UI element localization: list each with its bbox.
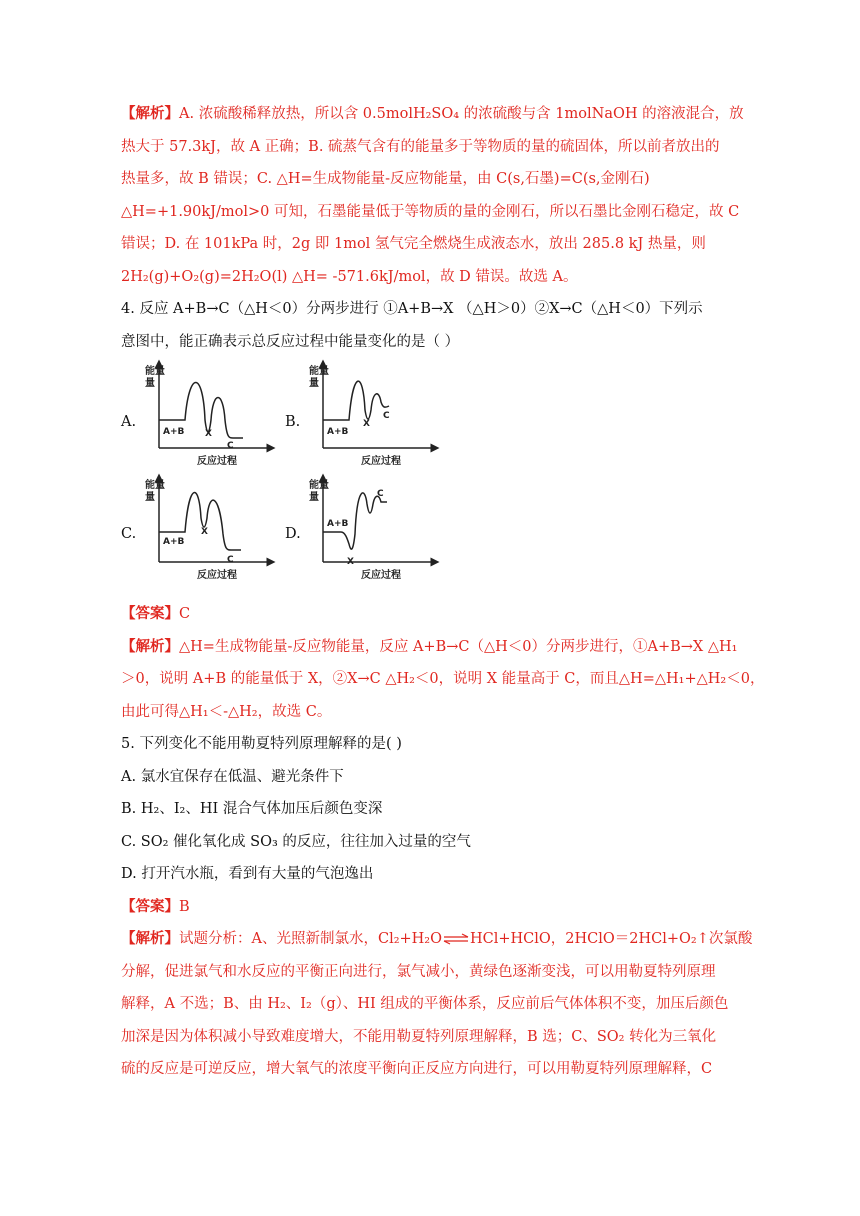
- answer-5: 【答案】B: [121, 897, 190, 915]
- question-5-stem: 5. 下列变化不能用勒夏特列原理解释的是( ): [121, 736, 402, 752]
- analysis-3-line-1: 【解析】A. 浓硫酸稀释放热，所以含 0.5molH₂SO₄ 的浓硫酸与含 1molNaOH 的溶液混合，放: [121, 105, 744, 122]
- svg-text:C: C: [383, 411, 390, 421]
- svg-text:X: X: [205, 429, 212, 439]
- svg-text:反应过程: 反应过程: [361, 456, 401, 467]
- analysis-4-line-2: ＞0，说明 A+B 的能量低于 X，②X→C △H₂＜0，说明 X 能量高于 C，而且△H=△H₁+△H₂＜0，: [121, 671, 765, 687]
- option-a-label: A.: [121, 414, 137, 430]
- svg-text:量: 量: [145, 492, 155, 503]
- svg-text:能量: 能量: [145, 480, 165, 491]
- question-5-option-d: D. 打开汽水瓶，看到有大量的气泡逸出: [121, 866, 374, 882]
- analysis-5-line-3: 解释，A 不选；B、由 H₂、I₂（g）、HI 组成的平衡体系，反应前后气体体积不变，加压后颜色: [121, 996, 729, 1012]
- question-5-option-a: A. 氯水宜保存在低温、避光条件下: [121, 768, 344, 785]
- answer-4: 【答案】C: [121, 605, 191, 622]
- energy-diagram-b: [309, 360, 447, 474]
- svg-text:A+B: A+B: [327, 427, 349, 437]
- analysis-3-line-3: 热量多，故 B 错误；C. △H=生成物能量-反应物能量，由 C(s,石墨)=C(s,金刚石): [121, 171, 650, 187]
- svg-text:X: X: [201, 527, 208, 537]
- option-c-label: C.: [121, 526, 137, 542]
- svg-text:A+B: A+B: [163, 537, 185, 547]
- document-page: [121, 104, 765, 1092]
- question-5-option-b: B. H₂、I₂、HI 混合气体加压后颜色变深: [121, 801, 383, 817]
- svg-text:反应过程: 反应过程: [197, 570, 237, 581]
- question-4-line-1: 4. 反应 A+B→C（△H＜0）分两步进行 ①A+B→X （△H＞0）②X→C（△H＜0）下列示: [121, 301, 703, 317]
- svg-text:A+B: A+B: [163, 427, 185, 437]
- svg-text:反应过程: 反应过程: [197, 456, 237, 467]
- analysis-5-line-2: 分解，促进氯气和水反应的平衡正向进行，氯气减小，黄绿色逐渐变浅，可以用勒夏特列原理: [121, 963, 716, 980]
- y-axis-label: 能量: [145, 366, 165, 377]
- analysis-3-line-4: △H=+1.90kJ/mol>0 可知，石墨能量低于等物质的量的金刚石，所以石墨比金刚石稳定，故 C: [121, 203, 740, 220]
- analysis-5-line-5: 硫的反应是可逆反应，增大氧气的浓度平衡向正反应方向进行，可以用勒夏特列原理解释，C: [121, 1061, 713, 1077]
- svg-text:量: 量: [309, 378, 319, 389]
- analysis-tag: 【解析】: [121, 105, 179, 122]
- analysis-5-line-1: 【解析】试题分析：A、光照新制氯水，Cl₂+H₂O HCl+HClO，2HClO＝2HCl+O₂↑次氯酸: [121, 930, 753, 947]
- svg-text:A+B: A+B: [327, 519, 349, 529]
- svg-text:反应过程: 反应过程: [361, 570, 401, 581]
- question-4-diagrams: [121, 360, 741, 596]
- analysis-4-line-3: 由此可得△H₁＜-△H₂，故选 C。: [121, 703, 332, 720]
- svg-text:量: 量: [309, 492, 319, 503]
- analysis-4-line-1: 【解析】△H=生成物能量-反应物能量，反应 A+B→C（△H＜0）分两步进行，①A+B→X △H₁: [121, 637, 738, 655]
- question-4-line-2: 意图中，能正确表示总反应过程中能量变化的是（ ）: [121, 333, 460, 350]
- analysis-5-line-4: 加深是因为体积减小导致难度增大，不能用勒夏特列原理解释，B 选；C、SO₂ 转化为三氧化: [121, 1028, 717, 1045]
- svg-text:C: C: [227, 555, 234, 565]
- svg-text:X: X: [347, 557, 354, 567]
- svg-text:能量: 能量: [309, 366, 329, 377]
- question-5-option-c: C. SO₂ 催化氧化成 SO₃ 的反应，往往加入过量的空气: [121, 833, 471, 850]
- energy-diagram-a: [145, 360, 283, 474]
- svg-text:量: 量: [145, 378, 155, 389]
- svg-text:能量: 能量: [309, 480, 329, 491]
- answer-4-value: C: [179, 606, 191, 622]
- equilibrium-arrow-icon: [442, 934, 470, 944]
- analysis-3-line-5: 错误；D. 在 101kPa 时，2g 即 1mol 氢气完全燃烧生成液态水，放出 285.8 kJ 热量，则: [121, 236, 706, 252]
- option-d-label: D.: [285, 526, 301, 542]
- svg-text:X: X: [363, 419, 370, 429]
- energy-diagram-d: [309, 474, 447, 588]
- energy-diagram-c: [145, 474, 283, 588]
- answer-5-value: B: [179, 898, 190, 915]
- svg-text:C: C: [227, 441, 234, 451]
- svg-text:C: C: [377, 489, 384, 499]
- analysis-3-line-6: 2H₂(g)+O₂(g)=2H₂O(l) △H= -571.6kJ/mol，故 D 错误。故选 A。: [121, 268, 578, 285]
- analysis-3-line-2: 热大于 57.3kJ，故 A 正确；B. 硫蒸气含有的能量多于等物质的量的硫固体，所以前者放出的: [121, 138, 720, 155]
- option-b-label: B.: [285, 414, 301, 430]
